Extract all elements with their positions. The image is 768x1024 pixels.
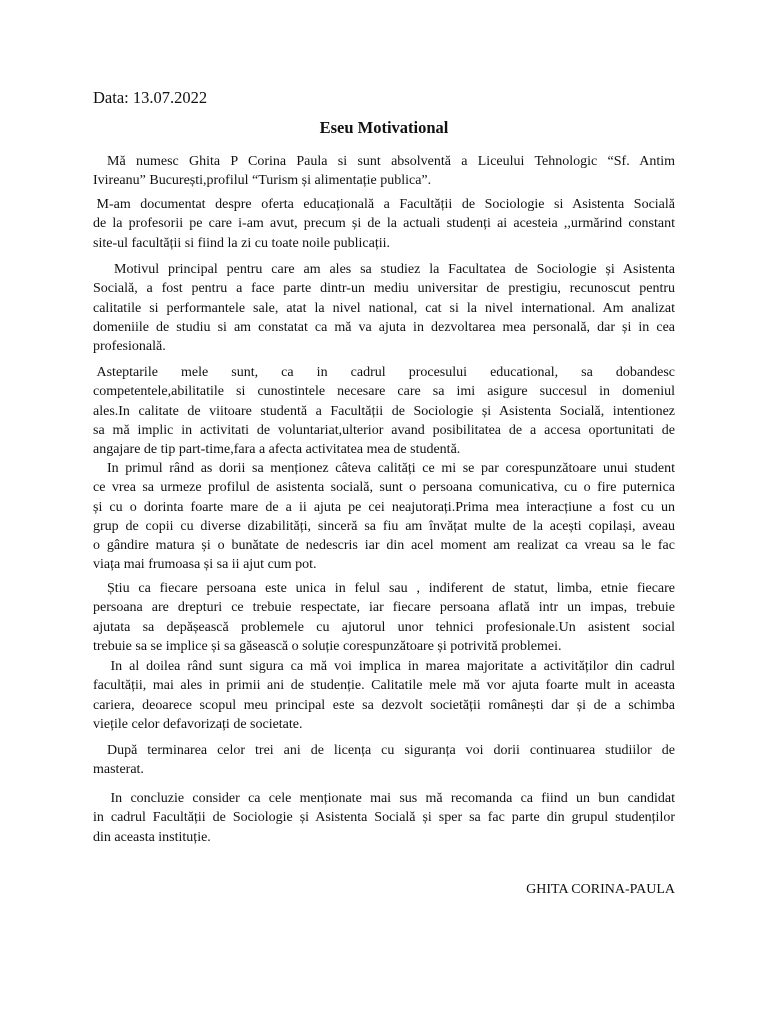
- paragraph-involvement: [93, 657, 675, 734]
- paragraph-line: persoana are drepturi ce trebuie respectate, iar fiecare persoana aflată intr un impas, trebuie: [93, 600, 675, 616]
- paragraph-line: In concluzie consider ca cele menționate mai sus mă recomanda ca fiind un bun candidat: [110, 791, 675, 806]
- paragraph-line: viețile celor defavorizați de societate.: [93, 716, 303, 732]
- document-title: Eseu Motivational: [319, 118, 449, 137]
- paragraph-line: Mă numesc Ghita P Corina Paula si sunt absolventă a Liceului Tehnologic “Sf. Antim: [107, 154, 675, 169]
- paragraph-line: Ivireanu” București,profilul “Turism și alimentație publica”.: [93, 173, 432, 189]
- paragraph-line: ce vrea sa urmeze profilul de asistenta socială, sunt o persoana comunicativa, cu o fire puternica: [93, 480, 675, 496]
- paragraph-line: viața mai frumoasa și sa ii ajut cum pot.: [93, 557, 317, 573]
- paragraph-line: trebuie sa se implice și sa găsească o soluție corespunzătoare și potrivită problemei.: [93, 638, 562, 654]
- paragraph-research: [93, 195, 675, 253]
- paragraph-conclusion: [93, 789, 675, 847]
- paragraph-line: Asteptarile mele sunt, ca in cadrul procesului educational, sa dobandesc: [96, 365, 675, 380]
- paragraph-line: domeniile de studiu si am constatat ca mă va ajuta in dezvoltarea mea personală, dar și in cea: [93, 319, 675, 335]
- paragraph-line: Socială, a fost pentru a face parte dintr-un mediu universitar de prestigiu, recunoscut pentru: [93, 281, 675, 297]
- paragraph-line: profesională.: [93, 339, 166, 355]
- paragraph-main-motivation: [93, 260, 675, 356]
- paragraph-line: facultății, mai ales in primii ani de studenție. Calitatile mele mă vor ajuta foarte mult in aceasta: [93, 678, 675, 694]
- document-date: Data: 13.07.2022: [93, 88, 208, 107]
- paragraph-rights: [93, 579, 675, 656]
- paragraph-line: ales.In calitate de viitoare studentă a Facultății de Sociologie și Asistenta Socială, intentionez: [93, 403, 675, 419]
- paragraph-line: M-am documentat despre oferta educațională a Facultății de Sociologie si Asistenta Socială: [96, 197, 675, 212]
- paragraph-line: site-ul facultății si fiind la zi cu toate noile publicații.: [93, 235, 391, 251]
- paragraph-line: Motivul principal pentru care am ales sa studiez la Facultatea de Sociologie și Asistenta: [114, 262, 675, 277]
- paragraph-line: ajutata sa depășească problemele cu ajutorul unor tehnici profesionale.Un asistent social: [93, 619, 675, 635]
- paragraph-line: calitatile si performantele sale, atat la nivel national, cat si la nivel international. Am analizat: [93, 300, 675, 316]
- paragraph-line: In primul rând as dorii sa menționez câteva calități ce mi se par corespunzătoare unui student: [107, 461, 675, 476]
- paragraph-line: grup de copii cu diverse dizabilități, sinceră sa fiu am învățat multe de la acești copilași, aveau: [93, 518, 675, 534]
- paragraph-line: In al doilea rând sunt sigura ca mă voi implica in marea majoritate a activităților din cadrul: [110, 659, 675, 674]
- paragraph-line: masterat.: [93, 762, 144, 778]
- paragraph-line: de la profesorii pe care i-am avut, precum și de la actuali studenți ai acesteia ,,urmărind constant: [93, 216, 675, 232]
- paragraph-line: angajare de tip part-time,fara a afecta activitatea mea de studentă.: [93, 442, 461, 458]
- paragraph-masters: [93, 741, 675, 780]
- paragraph-line: in cadrul Facultății de Sociologie și Asistenta Socială și sper sa fac parte din grupul studenților: [93, 810, 675, 826]
- paragraph-line: competentele,abilitatile si cunostintele necesare care sa imi asigure succesul in domeniul: [93, 384, 675, 400]
- paragraph-introduction: [93, 152, 675, 191]
- paragraph-line: cariera, deoarece scopul meu principal este sa dezvolt societății românești dar și de a schimba: [93, 697, 675, 713]
- paragraph-qualities: [93, 459, 675, 575]
- paragraph-line: din aceasta instituție.: [93, 829, 211, 845]
- paragraph-line: sa mă implic in activitati de voluntariat,ulterior avand posibilitatea de a accesa oportunitati de: [93, 422, 675, 438]
- paragraph-line: Știu ca fiecare persoana este unica in felul sau , indiferent de statut, limba, etnie fiecare: [107, 581, 675, 596]
- document-page: [93, 0, 675, 1024]
- author-signature: GHITA CORINA-PAULA: [526, 882, 675, 897]
- paragraph-line: o gândire matura și o bunătate de nedescris iar din acel moment am realizat ca vreau sa le fac: [93, 538, 675, 554]
- paragraph-line: După terminarea celor trei ani de licența cu siguranța voi dorii continuarea studiilor de: [107, 743, 675, 758]
- paragraph-expectations: [93, 363, 675, 459]
- paragraph-line: și cu o dorinta foarte mare de a ii ajuta pe cei neajutorați.Prima mea interacțiune a fost cu un: [93, 499, 675, 515]
